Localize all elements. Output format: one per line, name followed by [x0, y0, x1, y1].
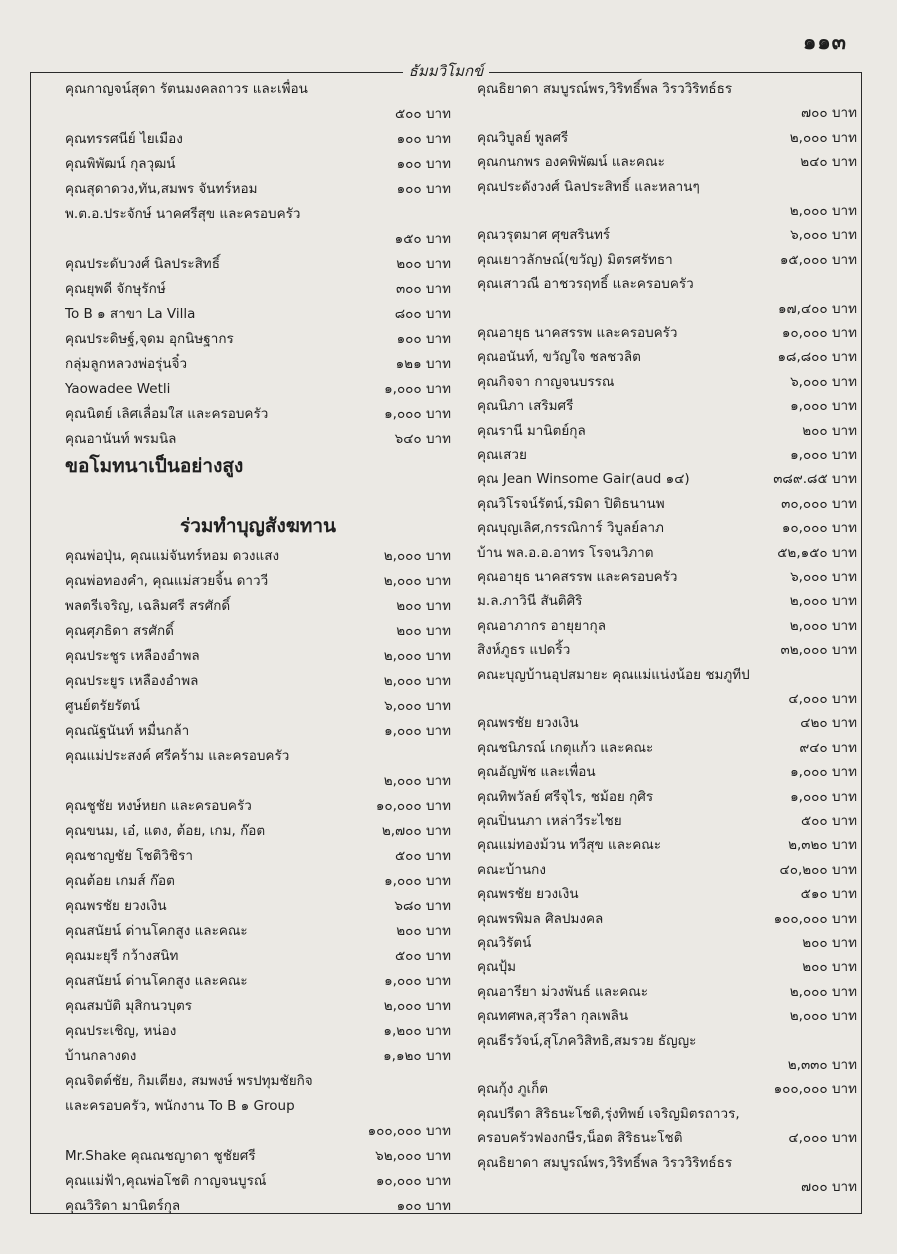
donor-name: Mr.Shake คุณณชญาดา ชูชัยศรี: [65, 1148, 256, 1164]
donation-amount: ๒,๐๐๐ บาท: [383, 673, 451, 689]
donor-name: คุณอานันท์ พรมนิล: [65, 431, 177, 447]
donor-name: คุณรานี มานิตย์กุล: [477, 422, 586, 439]
donor-name: คุณสมบัติ มุสิกนวบุตร: [65, 998, 193, 1014]
right-donation-row: [477, 589, 857, 614]
donor-name: พลตรีเจริญ, เฉลิมศรี สรศักดิ์: [65, 598, 231, 614]
left-donation-row: [65, 719, 451, 744]
right-donation-row: [477, 833, 857, 858]
donation-amount: ๓๐๐ บาท: [395, 281, 451, 297]
right-donation-row: [477, 809, 857, 834]
donation-amount: ๒,๐๐๐ บาท: [383, 773, 451, 789]
left-donation-row: [65, 1019, 451, 1044]
right-donation-row: [477, 760, 857, 785]
donation-amount: ๒,๐๐๐ บาท: [789, 203, 857, 219]
donor-name: คณะบ้านกง: [477, 861, 546, 878]
left-donation-row: [65, 152, 451, 177]
left-donation-row: [65, 869, 451, 894]
donation-amount: ๒,๐๐๐ บาท: [383, 573, 451, 589]
donation-amount: ๗๐๐ บาท: [801, 105, 857, 122]
right-donation-row: [477, 126, 857, 151]
left-donation-row: [65, 302, 451, 327]
donation-amount: ๒,๓๓๐ บาท: [787, 1057, 857, 1073]
right-donation-row: [477, 1126, 857, 1151]
left-donation-row: [65, 969, 451, 994]
left-donation-row: [65, 102, 451, 127]
journal-name: ธัมมวิโมกข์: [31, 60, 861, 82]
donor-name: คุณต้อย เกมส์ ก๊อต: [65, 873, 175, 889]
donation-amount: ๓๐,๐๐๐ บาท: [781, 495, 857, 512]
right-donation-row: [477, 955, 857, 980]
right-donation-row: [477, 1102, 857, 1127]
donor-name: คุณวิริดา มานิตร์กุล: [65, 1198, 181, 1214]
left-donation-row: [65, 544, 451, 569]
donation-amount: ๓๘๙.๘๕ บาท: [773, 471, 857, 488]
left-donation-row: [65, 1094, 451, 1119]
right-donation-row: [477, 492, 857, 517]
donor-name: คุณพรชัย ยวงเงิน: [477, 886, 579, 903]
donation-amount: ๑,๐๐๐ บาท: [790, 447, 857, 463]
donor-name: คุณกุ้ง ภูเก็ต: [477, 1081, 549, 1098]
thanks-heading: ขอโมทนาเป็นอย่างสูง: [65, 455, 244, 477]
donation-amount: ๑,๐๐๐ บาท: [384, 873, 451, 889]
donation-amount: ๒๐๐ บาท: [802, 422, 857, 439]
donation-amount: ๒๐๐ บาท: [802, 935, 857, 951]
donor-name: คุณประชูร เหลืองอำพล: [65, 648, 200, 664]
donor-name: คุณทศพล,สุวรีลา กุลเพลิน: [477, 1008, 629, 1025]
donation-amount: ๒,๐๐๐ บาท: [789, 129, 857, 146]
donor-name: คุณสุดาดวง,ทัน,สมพร จันทร์หอม: [65, 181, 258, 197]
donation-amount: ๔,๐๐๐ บาท: [788, 1130, 857, 1147]
donor-name: คุณสนัยน์ ด่านโคกสูง และคณะ: [65, 923, 248, 939]
donation-amount: ๑,๐๐๐ บาท: [384, 973, 451, 989]
donation-amount: ๖๔๐ บาท: [394, 431, 451, 447]
donor-name: คุณพ่อทองคำ, คุณแม่สวยจิ้น ดาววี: [65, 573, 269, 589]
left-donation-row: [65, 994, 451, 1019]
donation-amount: ๒๐๐ บาท: [802, 959, 857, 976]
right-donation-row: [477, 1077, 857, 1102]
donor-name: คุณปุ้ม: [477, 959, 517, 976]
donor-name: คุณทรรศนีย์ ไยเมือง: [65, 131, 183, 147]
donation-amount: ๑๕,๐๐๐ บาท: [779, 251, 857, 268]
donor-name: คุณปรีดา สิริธนะโชติ,รุ่งทิพย์ เจริญมิตรถาวร,: [477, 1105, 740, 1122]
donor-name: คุณสนัยน์ ด่านโคกสูง และคณะ: [65, 973, 248, 989]
donation-amount: ๑๐๐ บาท: [396, 131, 451, 147]
right-donation-row: [477, 663, 857, 688]
right-donation-row: [477, 175, 857, 200]
donor-name: คุณปิ่นนภา เหล่าวีระไชย: [477, 813, 622, 829]
right-donation-row: [477, 345, 857, 370]
left-donation-row: [65, 819, 451, 844]
donor-name: คุณอาภากร อายุยากุล: [477, 617, 606, 634]
left-donation-row: [65, 202, 451, 227]
donation-amount: ๒๐๐ บาท: [396, 923, 451, 939]
right-donation-row: [477, 77, 857, 102]
left-donation-row: [65, 569, 451, 594]
donation-amount: ๑,๐๐๐ บาท: [790, 398, 857, 415]
donation-amount: ๑๐๐ บาท: [396, 181, 451, 197]
donation-amount: ๖,๐๐๐ บาท: [790, 373, 857, 390]
donation-amount: ๑๕๐ บาท: [394, 231, 451, 247]
donor-name: คุณทิพวัลย์ ศรีจุไร, ชม้อย กุศิร: [477, 788, 654, 805]
sanghadana-heading: ร่วมทำบุญสังฆทาน: [180, 515, 336, 537]
donor-name: คุณแม่ทองม้วน ทวีสุข และคณะ: [477, 837, 662, 854]
donation-amount: ๑๐๐,๐๐๐ บาท: [773, 1081, 857, 1098]
left-donation-row: [65, 127, 451, 152]
donation-amount: ๑๐,๐๐๐ บาท: [375, 1173, 451, 1189]
donation-amount: ๖๘๐ บาท: [394, 898, 451, 914]
right-donation-row: [477, 638, 857, 663]
donation-amount: ๑,๒๐๐ บาท: [383, 1023, 451, 1039]
donation-amount: ๕๒,๑๕๐ บาท: [777, 544, 857, 561]
right-donation-row: [477, 565, 857, 590]
donation-amount: ๒,๐๐๐ บาท: [383, 548, 451, 564]
donor-name: คุณชาญชัย โชติวิชิรา: [65, 848, 193, 864]
right-donation-row: [477, 541, 857, 566]
right-donation-row: [477, 1029, 857, 1054]
right-donation-row: [477, 687, 857, 712]
left-donation-row: [65, 1194, 451, 1219]
donor-name: คุณแม่ฟ้า,คุณพ่อโชติ กาญจนบูรณ์: [65, 1173, 267, 1189]
donation-amount: ๑๐๐,๐๐๐ บาท: [367, 1123, 451, 1139]
donation-amount: ๒๐๐ บาท: [396, 598, 451, 614]
donation-amount: ๑๐๐ บาท: [396, 156, 451, 172]
right-donation-row: [477, 443, 857, 468]
donor-name: คุณศุภธิดา สรศักดิ์: [65, 623, 174, 639]
right-donation-row: [477, 394, 857, 419]
donor-name: คุณพรชัย ยวงเงิน: [477, 715, 579, 732]
donor-name: คุณนิตย์ เลิศเลื่อมใส และครอบครัว: [65, 406, 269, 422]
donor-name: คุณเสาวณี อาชวรฤทธิ์ และครอบครัว: [477, 276, 694, 293]
donation-amount: ๖๒,๐๐๐ บาท: [375, 1148, 451, 1164]
right-donation-row: [477, 321, 857, 346]
donation-amount: ๑๐,๐๐๐ บาท: [781, 520, 857, 537]
donation-amount: ๒,๐๐๐ บาท: [383, 648, 451, 664]
donor-name: คุณประดังวงศ์ นิลประสิทธิ์ และหลานๆ: [477, 178, 700, 195]
right-donation-row: [477, 736, 857, 761]
right-donation-row: [477, 467, 857, 492]
left-donation-row: [65, 894, 451, 919]
donation-amount: ๑๐,๐๐๐ บาท: [781, 325, 857, 341]
donation-amount: ๑๐๐,๐๐๐ บาท: [773, 910, 857, 927]
left-donation-row: [65, 619, 451, 644]
donor-name: คุณประยูร เหลืองอำพล: [65, 673, 199, 689]
donation-amount: ๒,๐๐๐ บาท: [789, 593, 857, 610]
donation-amount: ๓๒,๐๐๐ บาท: [780, 642, 857, 659]
donor-name: คุณแม่ประสงค์ ศรีคร้าม และครอบครัว: [65, 748, 290, 764]
donation-amount: ๒,๐๐๐ บาท: [383, 998, 451, 1014]
left-donation-row: [65, 844, 451, 869]
donation-amount: ๑,๑๒๐ บาท: [383, 1048, 451, 1064]
left-donation-row: [65, 377, 451, 402]
left-donation-row: [65, 427, 451, 452]
right-donation-row: [477, 614, 857, 639]
donor-name: คุณอายุธ นาคสรรพ และครอบครัว: [477, 325, 678, 341]
left-donation-row: [65, 77, 451, 102]
donor-name: คุณอัญพัช และเพื่อน: [477, 764, 596, 781]
right-donation-row: [477, 272, 857, 297]
donation-amount: ๔๐,๒๐๐ บาท: [779, 861, 857, 878]
donor-name: คุณพรชัย ยวงเงิน: [65, 898, 167, 914]
donation-amount: ๒,๐๐๐ บาท: [789, 617, 857, 634]
donor-name: กลุ่มลูกหลวงพ่อรุ่นจิ๋ว: [65, 356, 188, 372]
donor-name: คุณพ่อปุ่น, คุณแม่จันทร์หอม ดวงแสง: [65, 548, 280, 564]
right-donation-row: [477, 931, 857, 956]
donor-name: To B ๑ สาขา La Villa: [65, 306, 196, 322]
right-donation-row: [477, 785, 857, 810]
right-donation-row: [477, 101, 857, 126]
donation-amount: ๔๒๐ บาท: [800, 715, 857, 732]
donation-amount: ๕๐๐ บาท: [394, 848, 451, 864]
left-donation-row: [65, 277, 451, 302]
left-donation-row: [65, 919, 451, 944]
donation-amount: ๒,๐๐๐ บาท: [789, 1008, 857, 1025]
left-donation-row: [65, 769, 451, 794]
donation-amount: ๑,๐๐๐ บาท: [790, 788, 857, 805]
donor-name: คุณประดิษฐ์,จุดม อุกนิษฐากร: [65, 331, 234, 347]
donor-name: คุณกาญจน์สุดา รัตนมงคลถาวร และเพื่อน: [65, 81, 308, 97]
donor-name: ศูนย์ตรัยรัตน์: [65, 698, 140, 714]
donor-name: คุณยุพดี จักษุรักษ์: [65, 281, 166, 297]
donor-name: คุณมะยุรี กว้างสนิท: [65, 948, 179, 964]
donor-name: พ.ต.อ.ประจักษ์ นาคศรีสุข และครอบครัว: [65, 206, 301, 222]
right-donation-row: [477, 248, 857, 273]
donor-name: คุณเยาวลักษณ์(ขวัญ) มิตรศรัทธา: [477, 251, 673, 268]
left-donation-row: [65, 669, 451, 694]
donation-amount: ๑๐๐ บาท: [396, 1198, 451, 1214]
donor-name: คุณกนกพร องคพิพัฒน์ และคณะ: [477, 154, 665, 171]
donation-amount: ๔,๐๐๐ บาท: [788, 691, 857, 707]
donor-name: คุณชนิภรณ์ เกตุแก้ว และคณะ: [477, 739, 654, 756]
donation-amount: ๖,๐๐๐ บาท: [790, 569, 857, 585]
left-donation-row: [65, 352, 451, 377]
donation-amount: ๑๒๑ บาท: [395, 356, 451, 372]
donation-amount: ๑,๐๐๐ บาท: [384, 381, 451, 397]
donor-name: คุณวิโรจน์รัตน์,รมิดา ปิติธนานพ: [477, 495, 665, 512]
left-donation-row: [65, 402, 451, 427]
donor-name: คุณเสวย: [477, 447, 527, 463]
donor-name: คุณอารียา ม่วงพันธ์ และคณะ: [477, 983, 649, 1000]
right-donation-row: [477, 1175, 857, 1200]
left-donation-row: [65, 252, 451, 277]
donor-name: บ้าน พล.อ.อ.อาทร โรจนวิภาต: [477, 544, 654, 561]
page-number: ๑๑๓: [802, 30, 847, 54]
right-donation-row: [477, 199, 857, 224]
right-donation-row: [477, 1053, 857, 1078]
donor-name: คุณ Jean Winsome Gair(aud ๑๔): [477, 471, 690, 488]
donor-name: คุณพรพิมล ศิลปมงคล: [477, 910, 604, 927]
donation-amount: ๒๐๐ บาท: [396, 623, 451, 639]
donation-amount: ๑๐๐ บาท: [396, 331, 451, 347]
right-donation-row: [477, 297, 857, 322]
donor-name: คุณธีรวัจน์,สุโภควิสิทธิ,สมรวย ธัญญะ: [477, 1032, 697, 1049]
left-donation-row: [65, 1169, 451, 1194]
donor-name: คุณวรุตมาศ ศุขสรินทร์: [477, 227, 611, 244]
donation-amount: ๘๐๐ บาท: [394, 306, 451, 322]
right-donation-row: [477, 1004, 857, 1029]
donor-name: คุณขนม, เอ๋, แตง, ต้อย, เกม, ก๊อต: [65, 823, 266, 839]
donation-amount: ๒,๗๐๐ บาท: [381, 823, 451, 839]
donation-amount: ๑๐,๐๐๐ บาท: [375, 798, 451, 814]
donation-amount: ๑,๐๐๐ บาท: [790, 764, 857, 781]
donation-amount: ๕๑๐ บาท: [800, 886, 857, 903]
right-donation-row: [477, 419, 857, 444]
left-donation-row: [65, 694, 451, 719]
left-donation-row: [65, 944, 451, 969]
left-donation-row: [65, 644, 451, 669]
donor-name: คุณกิจจา กาญจนบรรณ: [477, 373, 615, 390]
left-donation-row: [65, 1044, 451, 1069]
donation-amount: ๙๔๐ บาท: [799, 739, 857, 756]
donor-name: คุณธิยาดา สมบูรณ์พร,วิริทธิ์พล วิรววิริทธ์ธร: [477, 81, 733, 97]
donor-name: คุณจิตต์ชัย, กิมเตียง, สมพงษ์ พรปทุมชัยกิจ: [65, 1073, 313, 1089]
left-donation-row: [65, 327, 451, 352]
right-donation-row: [477, 882, 857, 907]
donor-name: บ้านกลางดง: [65, 1048, 137, 1064]
donor-name: คณะบุญบ้านอุปสมายะ คุณแม่แน่งน้อย ชมภูทีป: [477, 666, 750, 683]
donation-amount: ๗๐๐ บาท: [801, 1179, 857, 1195]
donor-name: ครอบครัวฟองกษีร,น็อต สิริธนะโชติ: [477, 1130, 683, 1147]
donation-amount: ๑,๐๐๐ บาท: [384, 406, 451, 422]
donation-amount: ๖,๐๐๐ บาท: [384, 698, 451, 714]
donation-amount: ๒๐๐ บาท: [396, 256, 451, 272]
donor-name: คุณบุญเลิศ,กรรณิการ์ วิบูลย์ลาภ: [477, 520, 664, 537]
right-donation-row: [477, 907, 857, 932]
right-donation-row: [477, 1151, 857, 1176]
right-donation-row: [477, 858, 857, 883]
right-donation-row: [477, 711, 857, 736]
donation-amount: ๕๐๐ บาท: [394, 106, 451, 122]
donation-amount: ๒๔๐ บาท: [800, 154, 857, 171]
left-donation-row: [65, 1119, 451, 1144]
donation-amount: ๕๐๐ บาท: [394, 948, 451, 964]
donor-name: คุณวิบูลย์ พูลศรี: [477, 129, 569, 146]
donation-amount: ๒,๐๐๐ บาท: [789, 983, 857, 1000]
donation-list-frame: [30, 62, 862, 1214]
donor-name: คุณอายุธ นาคสรรพ และครอบครัว: [477, 569, 678, 585]
left-donation-row: [65, 594, 451, 619]
donor-name: สิงห์ภูธร แปดริ้ว: [477, 642, 571, 659]
donor-name: คุณอนันท์, ขวัญใจ ชลชวลิต: [477, 349, 641, 366]
donor-name: คุณวิรัตน์: [477, 935, 532, 951]
right-donation-row: [477, 370, 857, 395]
donor-name: คุณนิภา เสริมศรี: [477, 398, 574, 415]
donor-name: คุณพิพัฒน์ กุลวุฒน์: [65, 156, 176, 172]
donor-name: คุณชูชัย หงษ์หยก และครอบครัว: [65, 798, 252, 814]
donor-name: คุณธิยาดา สมบูรณ์พร,วิริทธิ์พล วิรววิริทธ์ธร: [477, 1154, 733, 1171]
donor-name: Yaowadee Wetli: [65, 381, 171, 397]
donation-amount: ๑,๐๐๐ บาท: [384, 723, 451, 739]
donor-name: คุณประดับวงศ์ นิลประสิทธิ์: [65, 256, 220, 272]
left-donation-row: [65, 227, 451, 252]
donor-name: คุณณัฐนันท์ หมื่นกล้า: [65, 723, 190, 739]
right-donation-row: [477, 223, 857, 248]
left-donation-row: [65, 744, 451, 769]
donation-amount: ๑๗,๔๐๐ บาท: [777, 300, 857, 317]
donation-amount: ๒,๓๒๐ บาท: [788, 837, 857, 854]
donor-name: และครอบครัว, พนักงาน To B ๑ Group: [65, 1098, 295, 1114]
right-donation-row: [477, 150, 857, 175]
left-donation-row: [65, 177, 451, 202]
donation-amount: ๖,๐๐๐ บาท: [790, 227, 857, 244]
donor-name: ม.ล.ภาวินี สันติศิริ: [477, 593, 583, 610]
left-donation-row: [65, 1069, 451, 1094]
right-donation-row: [477, 980, 857, 1005]
right-donation-row: [477, 516, 857, 541]
donation-amount: ๑๘,๘๐๐ บาท: [777, 349, 857, 366]
donor-name: คุณประเชิญ, หน่อง: [65, 1023, 177, 1039]
left-donation-row: [65, 1144, 451, 1169]
left-donation-row: [65, 794, 451, 819]
donation-amount: ๕๐๐ บาท: [800, 813, 857, 829]
